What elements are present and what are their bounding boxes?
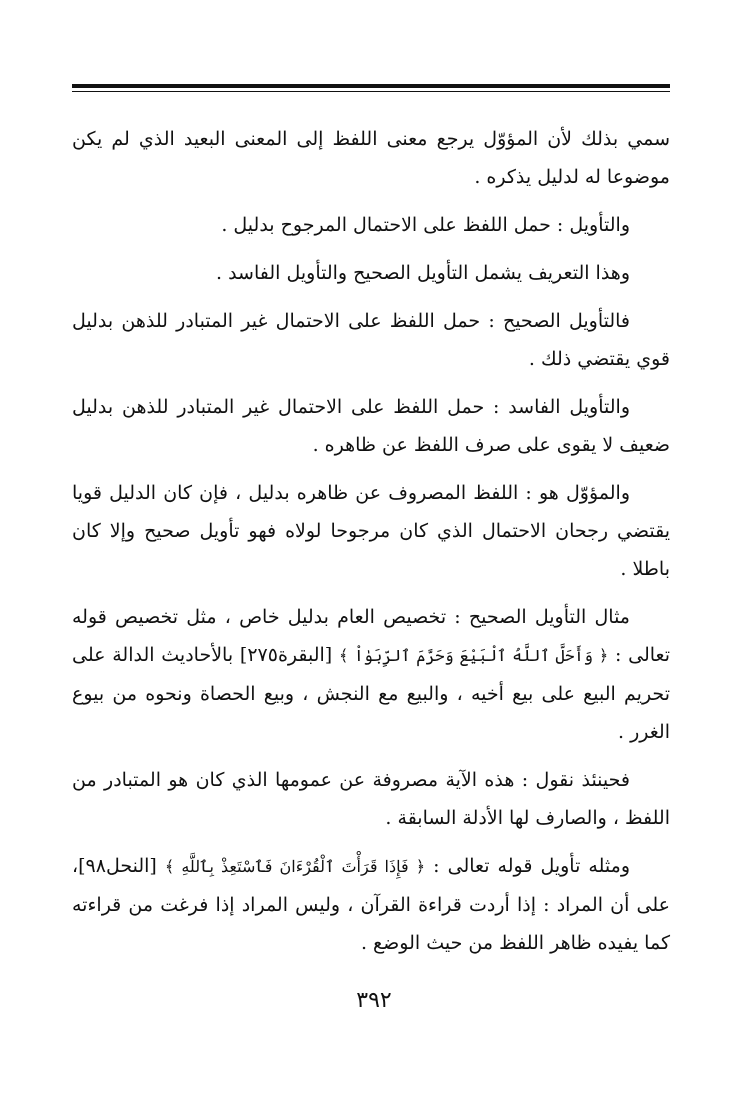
page-number: ٣٩٢ [356, 988, 392, 1013]
body-text [72, 120, 670, 972]
quran-verse-baqarah: ﴿ وَأَحَلَّ ٱللَّهُ ٱلْبَيْعَ وَحَرَّمَ ٱلرِّبَوٰاْ ﴾ [338, 646, 609, 665]
paragraph-1: سمي بذلك لأن المؤوّل يرجع معنى اللفظ إلى المعنى البعيد الذي لم يكن موضوعا له لدليل يذكره . [72, 128, 670, 188]
header-rule-thick [72, 84, 670, 88]
example-1-explanation: بالأحاديث الدالة على تحريم البيع على بيع أخيه ، والبيع مع النجش ، وبيع الحصاة ونحوه من بيوع الغرر . [72, 644, 670, 743]
verse-reference-baqarah: [البقرة٢٧٥] [239, 644, 333, 666]
example-2-intro: ومثله تأويل قوله تعالى : [433, 855, 630, 877]
paragraph-5: والتأويل الفاسد : حمل اللفظ على الاحتمال غير المتبادر للذهن بدليل ضعيف لا يقوى على صرف اللفظ عن ظاهره . [72, 396, 670, 456]
verse-reference-nahl: [النحل٩٨]، [72, 855, 157, 877]
example-1-intro: مثال التأويل الصحيح : تخصيص العام بدليل خاص ، مثل تخصيص قوله تعالى : [72, 606, 670, 666]
paragraph-3: وهذا التعريف يشمل التأويل الصحيح والتأويل الفاسد . [215, 262, 630, 284]
example-1-paragraph [72, 598, 670, 751]
paragraph-6: والمؤوّل هو : اللفظ المصروف عن ظاهره بدليل ، فإن كان الدليل قويا يقتضي رجحان الاحتمال الذي كان مرجوحا لولاه فهو تأويل صحيح وإلا كان باطلا . [72, 482, 670, 580]
example-2-paragraph [72, 847, 670, 962]
paragraph-4: فالتأويل الصحيح : حمل اللفظ على الاحتمال غير المتبادر للذهن بدليل قوي يقتضي ذلك . [72, 310, 670, 370]
example-2-explanation: على أن المراد : إذا أردت قراءة القرآن ، وليس المراد إذا فرغت من قراءته كما يفيده ظاهر اللفظ من حيث الوضع . [72, 894, 670, 954]
quran-verse-nahl: ﴿ فَإِذَا قَرَأْتَ ٱلْقُرْءَانَ فَٱسْتَعِذْ بِٱللَّهِ ﴾ [164, 857, 426, 876]
paragraph-2: والتأويل : حمل اللفظ على الاحتمال المرجوح بدليل . [221, 214, 630, 236]
paragraph-after-example-1: فحينئذ نقول : هذه الآية مصروفة عن عمومها الذي كان هو المتبادر من اللفظ ، والصارف لها الأدلة السابقة . [72, 769, 670, 829]
header-rule-thin [72, 91, 670, 92]
